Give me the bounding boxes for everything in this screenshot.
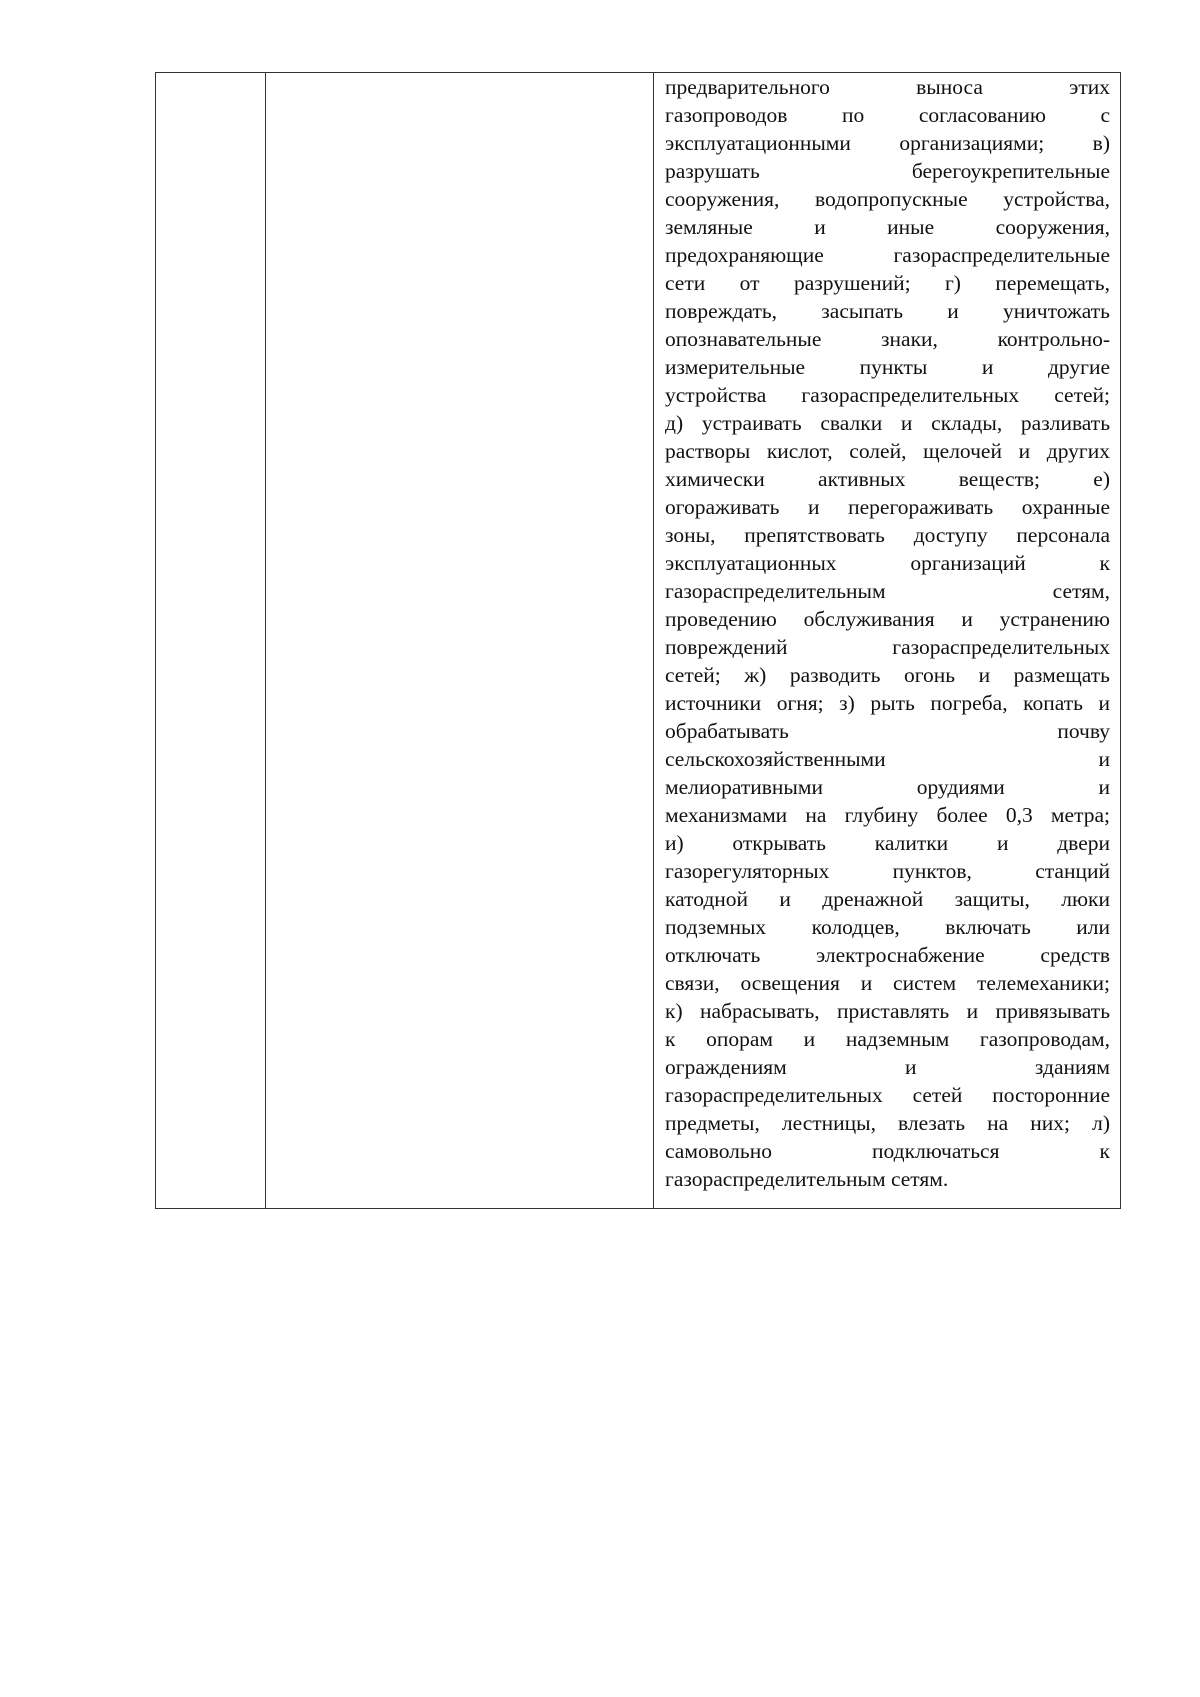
text-line: механизмами на глубину более 0,3 метра; [665, 803, 1110, 827]
text-line: разрушать берегоукрепительные [665, 159, 1110, 183]
cell-text-column-3 [654, 73, 1120, 1193]
text-line: зоны, препятствовать доступу персонала [665, 523, 1110, 547]
text-line: обрабатывать почву [665, 719, 1110, 743]
text-line: отключать электроснабжение средств [665, 943, 1110, 967]
text-line: предварительного выноса этих [665, 75, 1110, 99]
text-line: эксплуатационных организаций к [665, 551, 1110, 575]
text-line: подземных колодцев, включать или [665, 915, 1110, 939]
table-cell-column-3 [654, 73, 1121, 1209]
text-line: измерительные пункты и другие [665, 355, 1110, 379]
text-line: сельскохозяйственными и [665, 747, 1110, 771]
text-line: сооружения, водопропускные устройства, [665, 187, 1110, 211]
text-line: предохраняющие газораспределительные [665, 243, 1110, 267]
text-line: предметы, лестницы, влезать на них; л) [665, 1111, 1110, 1135]
text-line: источники огня; з) рыть погреба, копать и [665, 691, 1110, 715]
text-line: д) устраивать свалки и склады, разливать [665, 411, 1110, 435]
text-line: повреждений газораспределительных [665, 635, 1110, 659]
text-line: самовольно подключаться к [665, 1139, 1110, 1163]
text-line: к) набрасывать, приставлять и привязывать [665, 999, 1110, 1023]
table-row [156, 73, 1121, 1209]
text-line: сетей; ж) разводить огонь и размещать [665, 663, 1110, 687]
text-line: газопроводов по согласованию с [665, 103, 1110, 127]
text-line: ограждениям и зданиям [665, 1055, 1110, 1079]
text-line: мелиоративными орудиями и [665, 775, 1110, 799]
text-line: газораспределительных сетей посторонние [665, 1083, 1110, 1107]
text-line: сети от разрушений; г) перемещать, [665, 271, 1110, 295]
text-line: и) открывать калитки и двери [665, 831, 1110, 855]
text-line: газораспределительным сетям. [665, 1167, 949, 1191]
text-line: повреждать, засыпать и уничтожать [665, 299, 1110, 323]
text-line: устройства газораспределительных сетей; [665, 383, 1110, 407]
text-line: связи, освещения и систем телемеханики; [665, 971, 1110, 995]
text-line: газорегуляторных пунктов, станций [665, 859, 1110, 883]
text-line: катодной и дренажной защиты, люки [665, 887, 1110, 911]
text-line: огораживать и перегораживать охранные [665, 495, 1110, 519]
text-line: к опорам и надземным газопроводам, [665, 1027, 1110, 1051]
text-line: эксплуатационными организациями; в) [665, 131, 1110, 155]
table-cell-column-1 [156, 73, 266, 1209]
text-line: химически активных веществ; е) [665, 467, 1110, 491]
text-line: земляные и иные сооружения, [665, 215, 1110, 239]
text-line: опознавательные знаки, контрольно- [665, 327, 1110, 351]
table-cell-column-2 [266, 73, 654, 1209]
text-line: газораспределительным сетям, [665, 579, 1110, 603]
text-line: проведению обслуживания и устранению [665, 607, 1110, 631]
text-line: растворы кислот, солей, щелочей и других [665, 439, 1110, 463]
document-table [155, 72, 1121, 1209]
